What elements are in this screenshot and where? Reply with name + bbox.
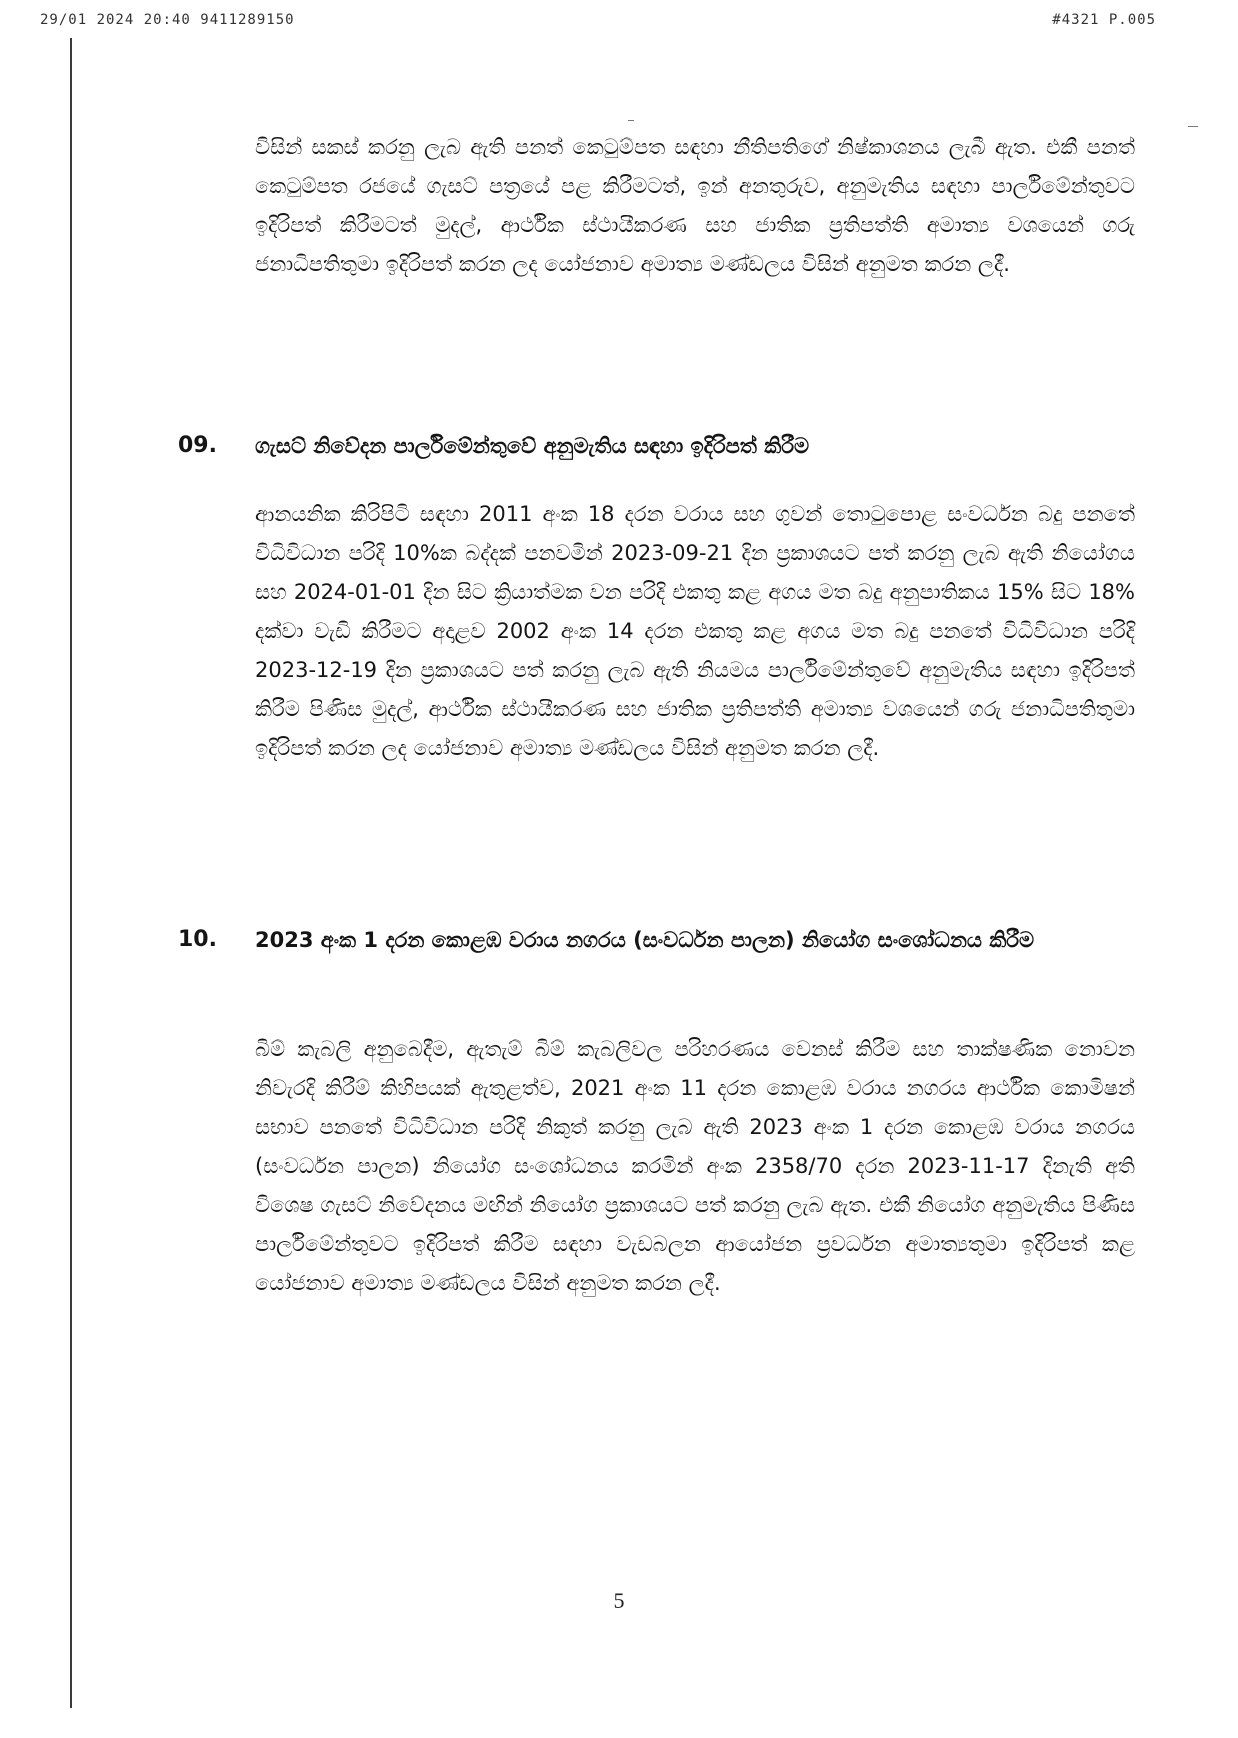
section-body-09: ආනයනික කිරිපිටි සඳහා 2011 අංක 18 දරන වරාය සහ ගුවන් තොටුපොළ සංවර්ධන බදු පනතේ විධිවිධාන පරිදි 10%ක බද්දක් පනවමින් 2023-09-21 දින ප්‍රකාශයට පත් කරනු ලැබ ඇති නියෝගය සහ 2024-01-01 දින සිට ක්‍රියාත්මක වන පරිදි එකතු කළ අගය මත බදු අනුපාතිකය 15% සිට 18% දක්වා වැඩි කිරීමට අදාළව 2002 අංක 14 දරන එකතු කළ අගය මත බදු පනතේ විධිවිධාන පරිදි 2023-12-19 දින ප්‍රකාශයට පත් කරනු ලැබ ඇති නියමය පාර්ලිමේන්තුවේ අනුමැතිය සඳහා ඉදිරිපත් කිරීම පිණිස මුදල්, ආර්ථික ස්ථායීකරණ සහ ජාතික ප්‍රතිපත්ති අමාත්‍ය වශයෙන් ගරු ජනාධිපතිතුමා ඉදිරිපත් කරන ලද යෝජනාව අමාත්‍ය මණ්ඩලය විසින් අනුමත කරන ලදී. <box>255 502 1135 760</box>
section-heading-09: ගැසට් නිවේදන පාර්ලිමේන්තුවේ අනුමැතිය සඳහා ඉදිරිපත් කිරීම <box>255 434 810 458</box>
section-number-10: 10. <box>178 927 217 952</box>
fax-header-date-number: 29/01 2024 20:40 9411289150 <box>40 12 295 28</box>
fax-header <box>40 12 1198 32</box>
left-margin-line <box>70 38 72 1708</box>
scan-speck <box>1188 126 1198 127</box>
page-number: 5 <box>613 1588 625 1613</box>
section-heading-10: 2023 අංක 1 දරන කොළඹ වරාය නගරය (සංවර්ධන පාලන) නියෝග සංශෝධනය කිරීම <box>255 928 1035 952</box>
fax-header-page-ref: #4321 P.005 <box>1052 12 1156 28</box>
intro-paragraph: විසින් සකස් කරනු ලැබ ඇති පනත් කෙටුම්පත සඳහා නීතිපතිගේ නිෂ්කාශනය ලැබී ඇත. එකී පනත් කෙටුම්පත රජයේ ගැසට් පත්‍රයේ පළ කිරීමටත්, ඉන් අනතුරුව, අනුමැතිය සඳහා පාර්ලිමේන්තුවට ඉදිරිපත් කිරීමටත් මුදල්, ආර්ථික ස්ථායීකරණ සහ ජාතික ප්‍රතිපත්ති අමාත්‍ය වශයෙන් ගරු ජනාධිපතිතුමා ඉදිරිපත් කරන ලද යෝජනාව අමාත්‍ය මණ්ඩලය විසින් අනුමත කරන ලදී. <box>255 135 1135 276</box>
section-number-09: 09. <box>178 433 217 458</box>
section-body-10: බිම් කැබලි අනුබෙදීම, ඇතැම් බිම් කැබලිවල පරිහරණය වෙනස් කිරීම සහ තාක්ෂණික නොවන නිවැරදි කිරීම් කිහිපයක් ඇතුළත්ව, 2021 අංක 11 දරන කොළඹ වරාය නගරය ආර්ථික කොමිෂන් සභාව පනතේ විධිවිධාන පරිදි නිකුත් කරනු ලැබ ඇති 2023 අංක 1 දරන කොළඹ වරාය නගරය (සංවර්ධන පාලන) නියෝග සංශෝධනය කරමින් අංක 2358/70 දරන 2023-11-17 දිනැති අති විශෙෂ ගැසට් නිවේදනය මඟින් නියෝග ප්‍රකාශයට පත් කරනු ලැබ ඇත. එකී නියෝග අනුමැතිය පිණිස පාර්ලිමේන්තුවට ඉදිරිපත් කිරීම සඳහා වැඩබලන ආයෝජන ප්‍රවර්ධන අමාත්‍යතුමා ඉදිරිපත් කළ යෝජනාව අමාත්‍ය මණ්ඩලය විසින් අනුමත කරන ලදී. <box>255 1037 1135 1295</box>
scan-speck <box>628 120 634 121</box>
